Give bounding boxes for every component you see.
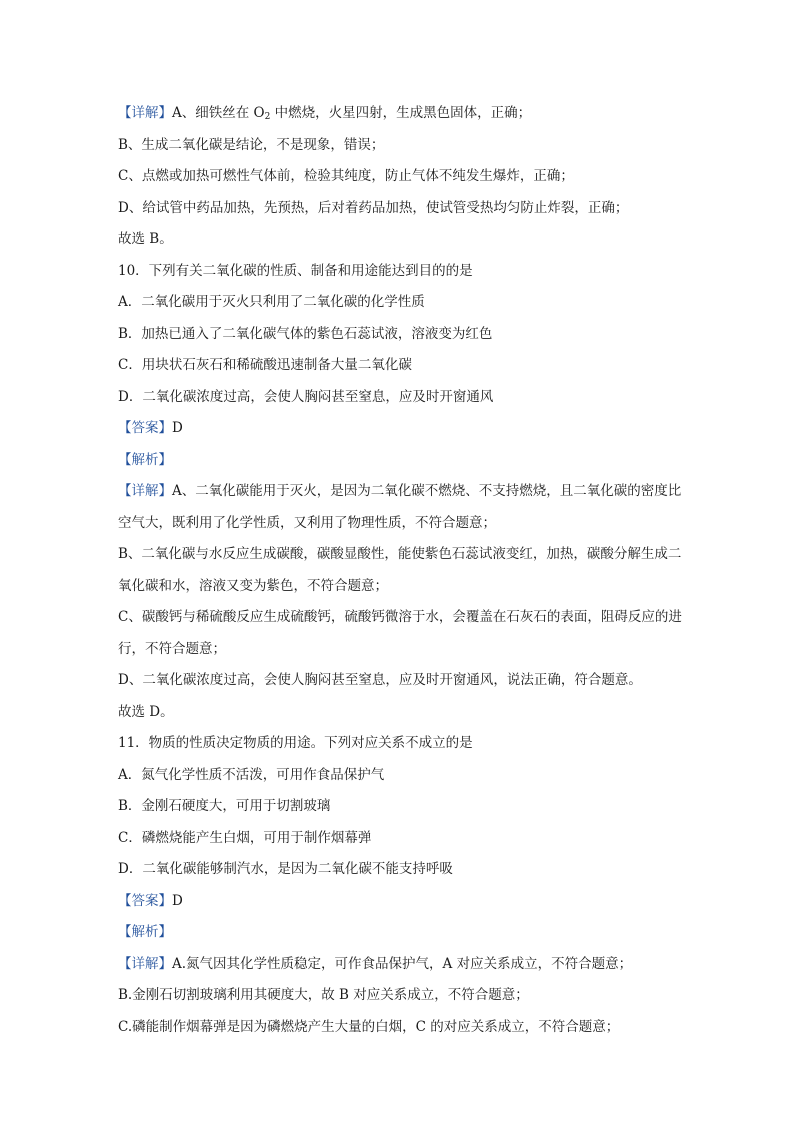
q10-answer (118, 413, 688, 445)
q9-detail-a (118, 98, 688, 130)
q11-option-b: B．金刚石硬度大，可用于切割玻璃 (118, 798, 331, 814)
answer-value: D (172, 892, 183, 909)
q9-detail-a-text: A、细铁丝在 O (172, 105, 265, 121)
q10-detail-c: C、碳酸钙与稀硫酸反应生成硫酸钙，硫酸钙微溶于水，会覆盖在石灰石的表面，阻碍反应的进行，不符合题意； (118, 609, 682, 657)
q10-option-b: B．加热已通入了二氧化碳气体的紫色石蕊试液，溶液变为红色 (118, 325, 493, 342)
answer-tag: 【答案】 (118, 420, 172, 436)
q9-detail-d: D、给试管中药品加热，先预热，后对着药品加热，使试管受热均匀防止炸裂，正确； (118, 199, 629, 216)
q10-option-a: A．二氧化碳用于灭火只利用了二氧化碳的化学性质 (118, 294, 425, 310)
answer-value: D (172, 420, 183, 436)
q11-detail-a (118, 949, 688, 981)
detail-tag: 【详解】 (118, 105, 172, 121)
q10-analysis-tag: 【解析】 (118, 451, 172, 468)
q9-detail-b: B、生成二氧化碳是结论，不是现象，错误； (118, 136, 385, 153)
q11-option-c: C．磷燃烧能产生白烟，可用于制作烟幕弹 (118, 829, 372, 846)
detail-tag: 【详解】 (118, 955, 172, 972)
q10-detail-d: D、二氧化碳浓度过高，会使人胸闷甚至窒息，应及时开窗通风，说法正确，符合题意。 (118, 672, 642, 688)
q11-option-a: A．氮气化学性质不活泼，可用作食品保护气 (118, 766, 385, 783)
q10-stem: 10．下列有关二氧化碳的性质、制备和用途能达到目的的是 (118, 262, 473, 279)
q11-detail-a-text: A.氮气因其化学性质稳定，可作食品保护气，A 对应关系成立，不符合题意； (172, 955, 633, 972)
document-content (118, 98, 688, 1043)
q9-conclusion: 故选 B。 (118, 231, 173, 247)
q11-option-d: D．二氧化碳能够制汽水，是因为二氧化碳不能支持呼吸 (118, 861, 453, 877)
subscript-2: 2 (264, 112, 271, 122)
q10-option-c: C．用块状石灰石和稀硫酸迅速制备大量二氧化碳 (118, 357, 412, 373)
q10-option-d: D．二氧化碳浓度过高，会使人胸闷甚至窒息，应及时开窗通风 (118, 388, 494, 405)
q9-detail-a-text-end: 中燃烧，火星四射，生成黑色固体，正确； (270, 105, 532, 121)
q10-detail-a-text: A、二氧化碳能用于灭火，是因为二氧化碳不燃烧、不支持燃烧，且二氧化碳的密度比空气大，既利用了化学性质，又利用了物理性质，不符合题意； (118, 483, 682, 531)
detail-tag: 【详解】 (118, 483, 172, 499)
q11-stem: 11．物质的性质决定物质的用途。下列对应关系不成立的是 (118, 735, 473, 751)
q11-answer (118, 886, 688, 918)
q10-detail-a (118, 476, 688, 539)
q10-detail-b: B、二氧化碳与水反应生成碳酸，碳酸显酸性，能使紫色石蕊试液变红，加热，碳酸分解生成二氧化碳和水，溶液又变为紫色，不符合题意； (118, 546, 682, 594)
answer-tag: 【答案】 (118, 892, 172, 909)
q11-detail-b: B.金刚石切割玻璃利用其硬度大，故 B 对应关系成立，不符合题意； (118, 987, 529, 1003)
q11-analysis-tag: 【解析】 (118, 924, 172, 940)
q9-detail-c: C、点燃或加热可燃性气体前，检验其纯度，防止气体不纯发生爆炸，正确； (118, 168, 574, 184)
q11-detail-c: C.磷能制作烟幕弹是因为磷燃烧产生大量的白烟，C 的对应关系成立，不符合题意； (118, 1018, 620, 1035)
q10-conclusion: 故选 D。 (118, 703, 174, 720)
